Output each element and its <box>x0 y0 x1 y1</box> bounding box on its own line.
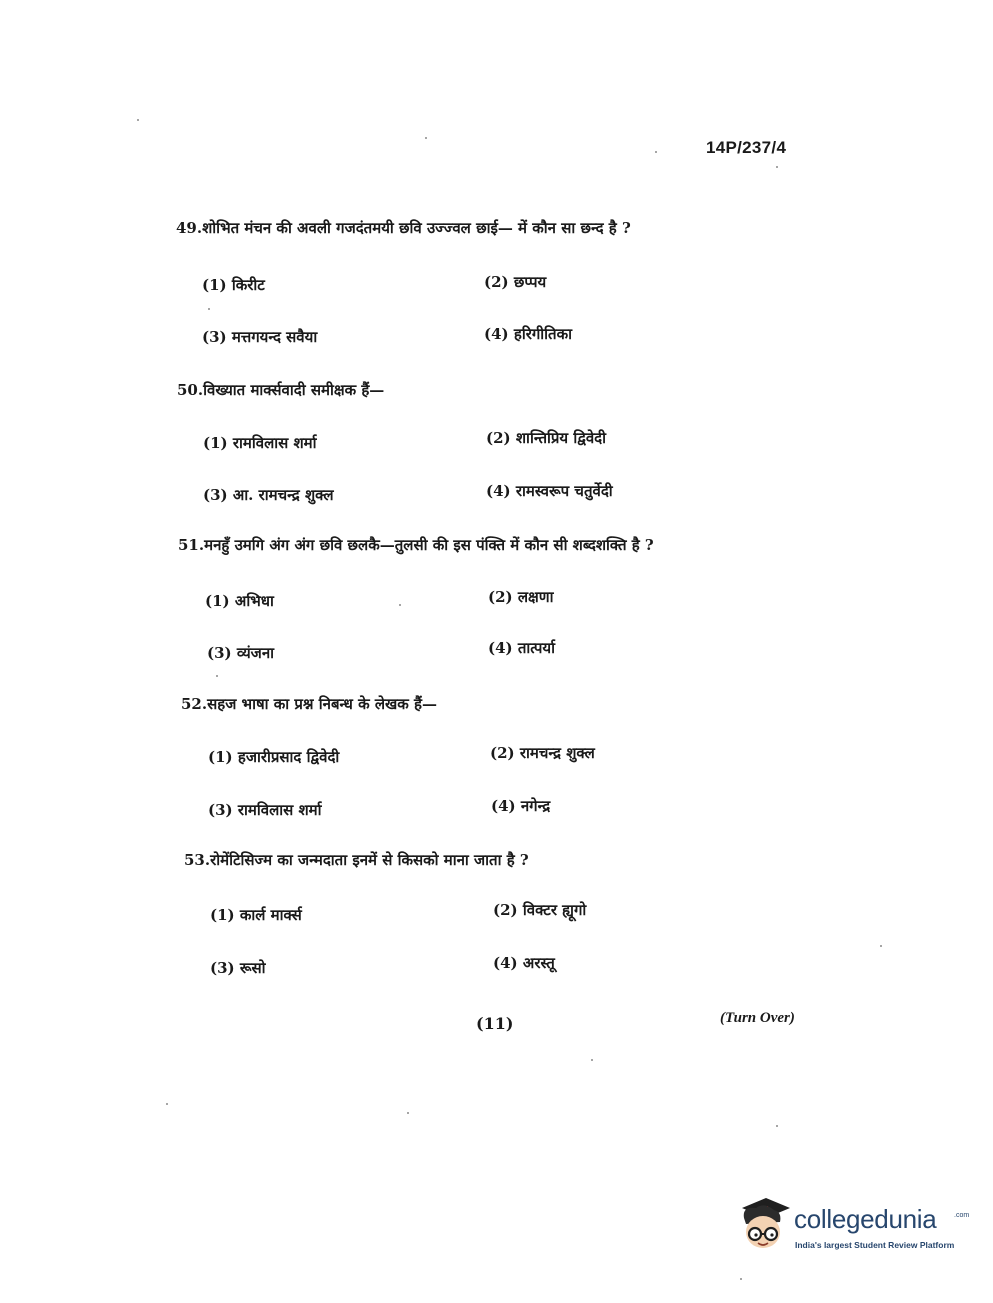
q52-option-4: (4) नगेन्द्र <box>491 797 551 815</box>
scan-speck <box>425 137 427 139</box>
mascot-icon <box>734 1196 792 1254</box>
q52-option-1: (1) हजारीप्रसाद द्विवेदी <box>208 748 340 766</box>
q50-option-3: (3) आ. रामचन्द्र शुक्ल <box>203 486 334 504</box>
q53-option-4: (4) अरस्तू <box>493 954 555 972</box>
turn-over-note: (Turn Over) <box>720 1010 795 1026</box>
scan-speck <box>740 1278 742 1280</box>
scan-speck <box>399 604 401 606</box>
paper-code: 14P/237/4 <box>706 138 787 157</box>
scan-speck <box>776 1125 778 1127</box>
question-53: 53.रोमेंटिसिज्म का जन्मदाता इनमें से किसको माना जाता है ? <box>184 851 529 869</box>
scan-speck <box>137 119 139 121</box>
scan-speck <box>208 308 210 310</box>
q51-option-1: (1) अभिधा <box>205 592 274 610</box>
q53-option-3: (3) रूसो <box>210 959 266 977</box>
scan-speck <box>776 166 778 168</box>
q49-option-4: (4) हरिगीतिका <box>484 325 573 343</box>
q50-option-4: (4) रामस्वरूप चतुर्वेदी <box>486 482 613 500</box>
collegedunia-logo <box>734 1196 970 1256</box>
q53-option-2: (2) विक्टर ह्यूगो <box>493 901 587 919</box>
question-52: 52.सहज भाषा का प्रश्न निबन्ध के लेखक हैं— <box>181 695 438 713</box>
q53-option-1: (1) कार्ल मार्क्स <box>210 906 302 924</box>
q50-option-1: (1) रामविलास शर्मा <box>203 434 317 452</box>
question-50: 50.विख्यात मार्क्सवादी समीक्षक हैं— <box>177 381 385 399</box>
scan-speck <box>880 945 882 947</box>
q51-option-4: (4) तात्पर्या <box>488 639 555 657</box>
q51-option-3: (3) व्यंजना <box>207 644 275 662</box>
logo-tagline: India's largest Student Review Platform <box>795 1240 955 1250</box>
q50-option-2: (2) शान्तिप्रिय द्विवेदी <box>486 429 607 447</box>
scan-speck <box>655 151 657 153</box>
page-number: (11) <box>476 1014 514 1033</box>
q52-option-2: (2) रामचन्द्र शुक्ल <box>490 744 595 762</box>
logo-name: collegedunia <box>794 1204 937 1234</box>
q49-option-3: (3) मत्तगयन्द सवैया <box>202 328 318 346</box>
scan-speck <box>166 1103 168 1105</box>
question-51: 51.मनहुँ उमगि अंग अंग छवि छलकै—तुलसी की इस पंक्ति में कौन सी शब्दशक्ति है ? <box>178 536 654 554</box>
q49-option-2: (2) छप्पय <box>484 273 547 291</box>
question-49: 49.शोभित मंचन की अवली गजदंतमयी छवि उज्ज्वल छाई— में कौन सा छन्द है ? <box>176 219 631 237</box>
q51-option-2: (2) लक्षणा <box>488 588 554 606</box>
scan-speck <box>216 675 218 677</box>
logo-suffix: .com <box>954 1212 970 1219</box>
scan-speck <box>407 1112 409 1114</box>
scan-speck <box>591 1059 593 1061</box>
q52-option-3: (3) रामविलास शर्मा <box>208 801 322 819</box>
q49-option-1: (1) किरीट <box>202 276 265 294</box>
